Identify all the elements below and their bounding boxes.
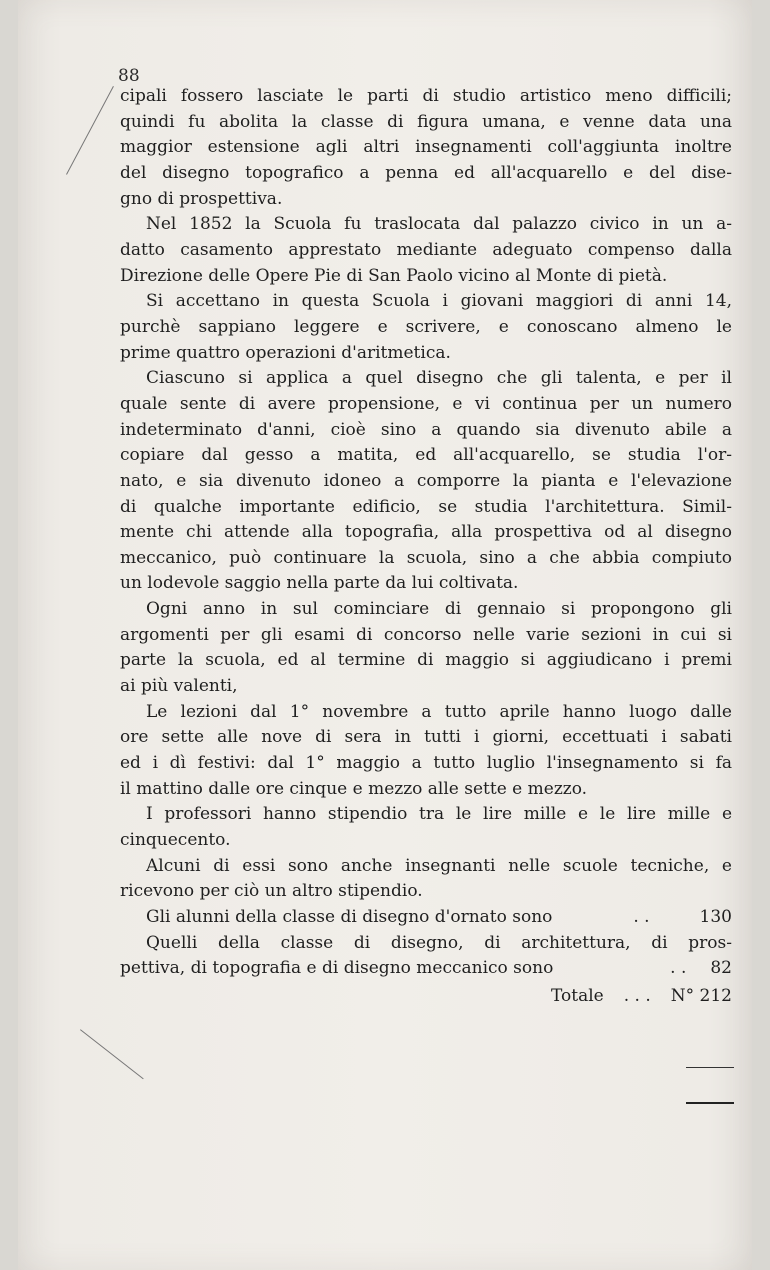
tally-dots: . . (633, 907, 650, 927)
paragraph (120, 854, 732, 905)
text-line: prime quattro operazioni d'aritmetica. (120, 342, 451, 363)
text-line: purchè sappiano leggere e scrivere, e conoscano almeno le (120, 316, 732, 337)
text-line: maggior estensione agli altri insegnamenti coll'aggiunta inoltre (120, 137, 732, 158)
paragraph (120, 212, 732, 289)
text-line: nato, e sia divenuto idoneo a comporre la pianta e l'elevazione (120, 470, 732, 491)
text-line: ricevono per ciò un altro stipendio. (120, 881, 423, 902)
paragraph (120, 289, 732, 366)
total-prefix: N° (670, 985, 695, 1006)
text-line: copiare dal gesso a matita, ed all'acquarello, se studia l'or- (120, 445, 732, 466)
text-line: Le lezioni dal 1° novembre a tutto aprile hanno luogo dalle (146, 701, 732, 722)
tally-value: 82 (710, 958, 732, 979)
total-dots: . . . (623, 985, 651, 1006)
paragraph (120, 802, 732, 853)
page-number: 88 (118, 66, 140, 86)
sum-rule (686, 1067, 734, 1068)
tally-total-row (120, 984, 732, 1010)
total-underline (686, 1102, 734, 1104)
text-line: indeterminato d'anni, cioè sino a quando sia divenuto abile a (120, 419, 732, 440)
total-label: Totale (551, 985, 604, 1006)
text-line: di qualche importante edificio, se studia l'architettura. Simil- (120, 496, 732, 517)
paragraph (120, 597, 732, 700)
text-line: il mattino dalle ore cinque e mezzo alle sette e mezzo. (120, 778, 588, 799)
text-line: Si accettano in questa Scuola i giovani maggiori di anni 14, (146, 291, 732, 312)
text-line: meccanico, può continuare la scuola, sino a che abbia compiuto (120, 547, 732, 568)
text-line: mente chi attende alla topografia, alla prospettiva od al disegno (120, 522, 732, 543)
text-line: Quelli della classe di disegno, di architettura, di pros- (146, 932, 732, 953)
text-line: Ciascuno si applica a quel disegno che gli talenta, e per il (146, 368, 732, 389)
text-line: cinquecento. (120, 830, 231, 851)
text-line: ore sette alle nove di sera in tutti i giorni, eccettuati i sabati (120, 727, 732, 748)
text-line: del disegno topografico a penna ed all'acquarello e del dise- (120, 162, 732, 183)
text-line: Nel 1852 la Scuola fu traslocata dal palazzo civico in un a- (146, 214, 732, 235)
body-text (120, 84, 732, 1010)
paragraph (120, 366, 732, 597)
total-value: 212 (699, 985, 732, 1006)
tally-label: pettiva, di topografia e di disegno meccanico sono (120, 958, 554, 979)
text-line: parte la scuola, ed al termine di maggio si aggiudicano i premi (120, 650, 732, 671)
tally-row-architettura (120, 956, 732, 982)
text-line: gno di prospettiva. (120, 188, 283, 209)
text-line: ai più valenti, (120, 676, 238, 697)
tally-label: Gli alunni della classe di disegno d'ornato sono (146, 907, 553, 927)
text-line: un lodevole saggio nella parte da lui coltivata. (120, 573, 519, 594)
text-line: quale sente di avere propensione, e vi continua per un numero (120, 393, 732, 414)
text-line: cipali fossero lasciate le parti di studio artistico meno difficili; (120, 86, 732, 106)
text-line: Direzione delle Opere Pie di San Paolo vicino al Monte di pietà. (120, 265, 668, 286)
text-line: ed i dì festivi: dal 1° maggio a tutto luglio l'insegnamento si fa (120, 753, 732, 774)
tally-value: 130 (699, 907, 732, 927)
text-line: Ogni anno in sul cominciare di gennaio si propongono gli (146, 599, 732, 620)
text-line: argomenti per gli esami di concorso nelle varie sezioni in cui si (120, 624, 732, 645)
text-line: I professori hanno stipendio tra le lire mille e le lire mille e (146, 804, 732, 825)
tally-dots: . . (670, 958, 687, 979)
text-line: quindi fu abolita la classe di figura umana, e venne data una (120, 111, 732, 132)
text-line: datto casamento apprestato mediante adeguato compenso dalla (120, 239, 732, 260)
paragraph (120, 700, 732, 803)
tally-row-ornato (120, 905, 732, 931)
paragraph (120, 84, 732, 212)
text-line: Alcuni di essi sono anche insegnanti nelle scuole tecniche, e (146, 855, 732, 876)
